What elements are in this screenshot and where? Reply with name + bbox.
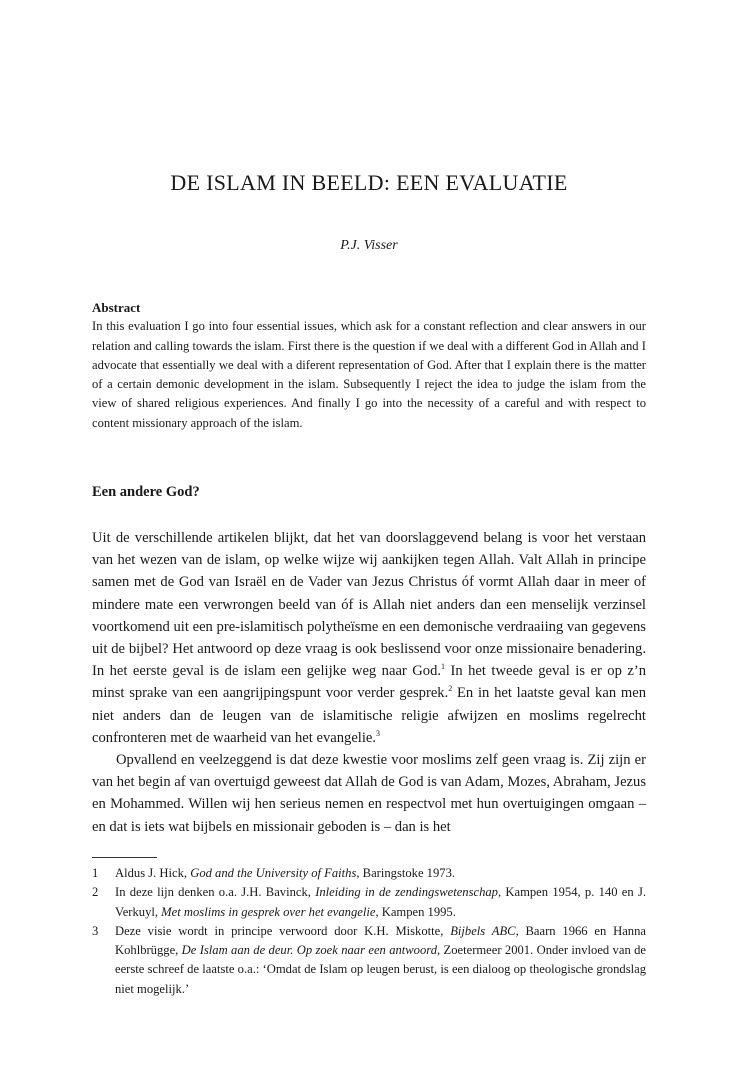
footnote-ref-2[interactable]: 2 [448, 684, 453, 694]
paragraph-1-part-c: En in het laatste geval kan men niet anders dan de leugen van de islamitische religie afwijzen en moslims regelrecht confronteren met de waarheid van het evangelie. [92, 685, 646, 746]
footnote-ref-3[interactable]: 3 [376, 728, 381, 738]
footnote-1 [92, 864, 646, 883]
footnote-text-part: Deze visie wordt in principe verwoord door K.H. Miskotte, [115, 923, 451, 938]
footnote-text-part: , Baarn 1966 en Hanna Kohlbrügge, [115, 923, 646, 958]
paragraph-2: Opvallend en veelzeggend is dat deze kwestie voor moslims zelf geen vraag is. Zij zijn er van het begin af van overtuigd geweest dat Allah de God is van Adam, Mozes, Abraham, Jezus en Mohammed. Willen wij hen serieus nemen en respectvol met hun overtuigingen omgaan – en dat is iets wat bijbels en missionair geboden is – dan is het [92, 752, 647, 835]
footnote-text-part: , Baringstoke 1973. [356, 866, 456, 880]
author-name: P.J. Visser [340, 238, 398, 253]
body-text [92, 527, 646, 838]
footnote-text [115, 864, 646, 883]
footnote-title-italic: Met moslims in gesprek over het evangelie [161, 904, 376, 919]
footnote-text-part: Aldus J. Hick, [115, 866, 191, 880]
footnote-3 [92, 922, 646, 999]
footnote-text [115, 922, 646, 999]
page-title: DE ISLAM IN BEELD: EEN EVALUATIE [170, 170, 568, 195]
footnote-ref-1[interactable]: 1 [441, 662, 446, 672]
footnote-text-part: , Zoetermeer 2001. Onder invloed van de eerste schreef de laatste o.a.: ‘Omdat de Islam op leugen berust, is een dialoog op theologische grondslag niet mogelijk.’ [115, 943, 646, 996]
section-heading: Een andere God? [92, 484, 200, 500]
abstract-heading: Abstract [92, 300, 141, 315]
footnote-number: 3 [92, 923, 99, 938]
footnote-text-part: , Kampen 1995. [375, 904, 456, 919]
footnote-title-italic: De Islam aan de deur. Op zoek naar een antwoord [181, 943, 438, 958]
footnote-title-italic: Inleiding in de zendingswetenschap [315, 885, 498, 900]
footnote-divider [92, 857, 157, 858]
abstract-text: In this evaluation I go into four essential issues, which ask for a constant reflection and clear answers in our relation and calling towards the islam. First there is the question if we deal with a different God in Allah and I advocate that essentially we deal with a diferent representation of God. After that I explain there is the matter of a certain demonic development in the islam. Subsequently I reject the idea to judge the islam from the view of shared religious experiences. And finally I go into the necessity of a careful and with respect to content missionary approach of the islam. [92, 319, 646, 430]
footnote-title-italic: Bijbels ABC [450, 923, 516, 938]
paragraph-1-part-a: Uit de verschillende artikelen blijkt, dat het van doorslaggevend belang is voor het verstaan van het wezen van de islam, op welke wijze wij aankijken tegen Allah. Valt Allah in principe samen met de God van Israël en de Vader van Jezus Christus óf vormt Allah daar in meer of mindere mate een verwrongen beeld van óf is Allah niet anders dan een menselijk verzinsel voortkomend uit een pre-islamitisch polytheïsme en een demonische verdraaiing van gegevens uit de bijbel? Het antwoord op deze vraag is ook beslissend voor onze missionaire benadering. In het eerste geval is de islam een gelijke weg naar God. [92, 530, 646, 680]
footnote-title-italic: God and the University of Faiths [190, 866, 357, 880]
footnote-text-part: In deze lijn denken o.a. J.H. Bavinck, [115, 885, 316, 900]
paragraph-1 [92, 527, 646, 749]
footnote-text [115, 883, 646, 922]
footnote-text-part: , Kampen 1954, p. 140 en J. Verkuyl, [115, 885, 647, 919]
paragraph-1-part-b: In het tweede geval is er op z’n minst sprake van een aangrijpingspunt voor verder gesprek. [92, 663, 646, 702]
footnote-2 [92, 883, 646, 922]
footnotes [92, 864, 646, 999]
footnote-number: 2 [92, 885, 99, 900]
abstract-block [92, 298, 646, 433]
footnote-number: 1 [92, 866, 99, 880]
